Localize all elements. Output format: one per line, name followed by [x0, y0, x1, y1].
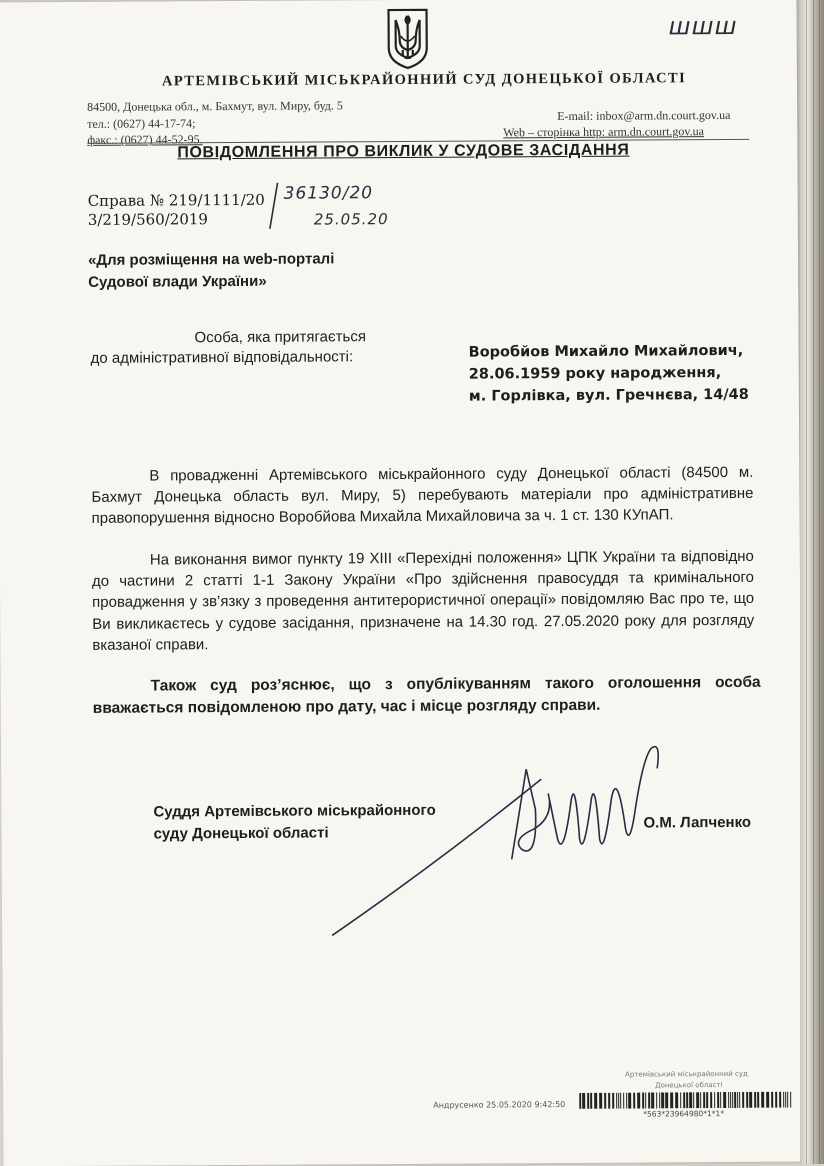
body-paragraph-1: В провадженні Артемівського міськрайонного суду Донецької області (84500 м. Бахмут Донецька область вул. Миру, 5) перебувають матеріали про адміністративне правопорушення відносно Воробйова Михайла Михайловича за ч. 1 ст. 130 КУпАП.: [91, 463, 754, 528]
portal-note-line2: Судової влади України»: [88, 272, 267, 291]
coat-of-arms-icon: [382, 6, 432, 70]
judge-title-line1: Суддя Артемівського міськрайонного: [153, 801, 436, 821]
body-paragraph-2: На виконання вимог пункту 19 ХІІІ «Перехідні положення» ЦПК України та відповідно до частини 2 статті 1-1 Закону України «Про здійснення правосуддя та кримінального провадження у зв’язку з проведення антитерористичної операції» повідомляю Вас про те, що Ви викликаєтесь у судове засідання, призначене на 14.30 год. 27.05.2020 року для розгляду вказаної справи.: [91, 547, 755, 654]
court-fax: факс.: (0627) 44-52-95.: [87, 132, 203, 147]
judge-signature: [321, 738, 682, 940]
handwritten-date: 25.05.20: [313, 210, 389, 229]
person-name: Воробйов Михайло Михайлович,: [468, 342, 744, 361]
portal-note-line1: «Для розміщення на web-порталі: [87, 250, 335, 269]
notice-title: ПОВІДОМЛЕННЯ ПРО ВИКЛИК У СУДОВЕ ЗАСІДАННЯ: [177, 141, 630, 162]
judge-name: О.М. Лапченко: [643, 813, 752, 832]
proceeding-number: 3/219/560/2019: [87, 210, 208, 229]
judge-title-line2: суду Донецької області: [153, 824, 329, 843]
handwritten-registration: 36130/20: [283, 183, 374, 204]
barcode: [579, 1092, 793, 1109]
court-web: Web – сторінка http: arm.dn.court.gov.ua: [503, 124, 705, 140]
paper-edge: [800, 0, 824, 1164]
court-phone: тел.: (0627) 44-17-74;: [87, 116, 196, 131]
case-number: Справа № 219/1111/20: [87, 190, 265, 210]
handwritten-mark: шшш: [668, 11, 738, 41]
court-name: АРТЕМІВСЬКИЙ МІСЬКРАЙОННИЙ СУД ДОНЕЦЬКОЇ ОБЛАСТІ: [161, 70, 687, 90]
footer-stamp-line2: Донецької області: [655, 1081, 723, 1090]
barcode-text: *563*23964980*1*1*: [643, 1109, 725, 1119]
handwritten-slash: [266, 181, 282, 231]
clerk-timestamp: Андрусенко 25.05.2020 9:42:50: [433, 1100, 566, 1110]
body-paragraph-3: Також суд роз’яснює, що з опублікуванням такого оголошення особа вважається повідомленою про дату, час і місце розгляду справи.: [92, 673, 761, 717]
person-birth: 28.06.1959 року народження,: [468, 365, 722, 383]
footer-stamp-line1: Артемівський міськрайонний суд: [625, 1069, 748, 1079]
person-label-line2: до адміністративної відповідальності:: [90, 348, 354, 367]
court-address: 84500, Донецька обл., м. Бахмут, вул. Миру, буд. 5: [87, 98, 343, 114]
person-address: м. Горлівка, вул. Гречнєва, 14/48: [468, 386, 749, 405]
person-label-line1: Особа, яка притягається: [194, 328, 366, 347]
court-email: E-mail: inbox@arm.dn.court.gov.ua: [557, 107, 731, 124]
